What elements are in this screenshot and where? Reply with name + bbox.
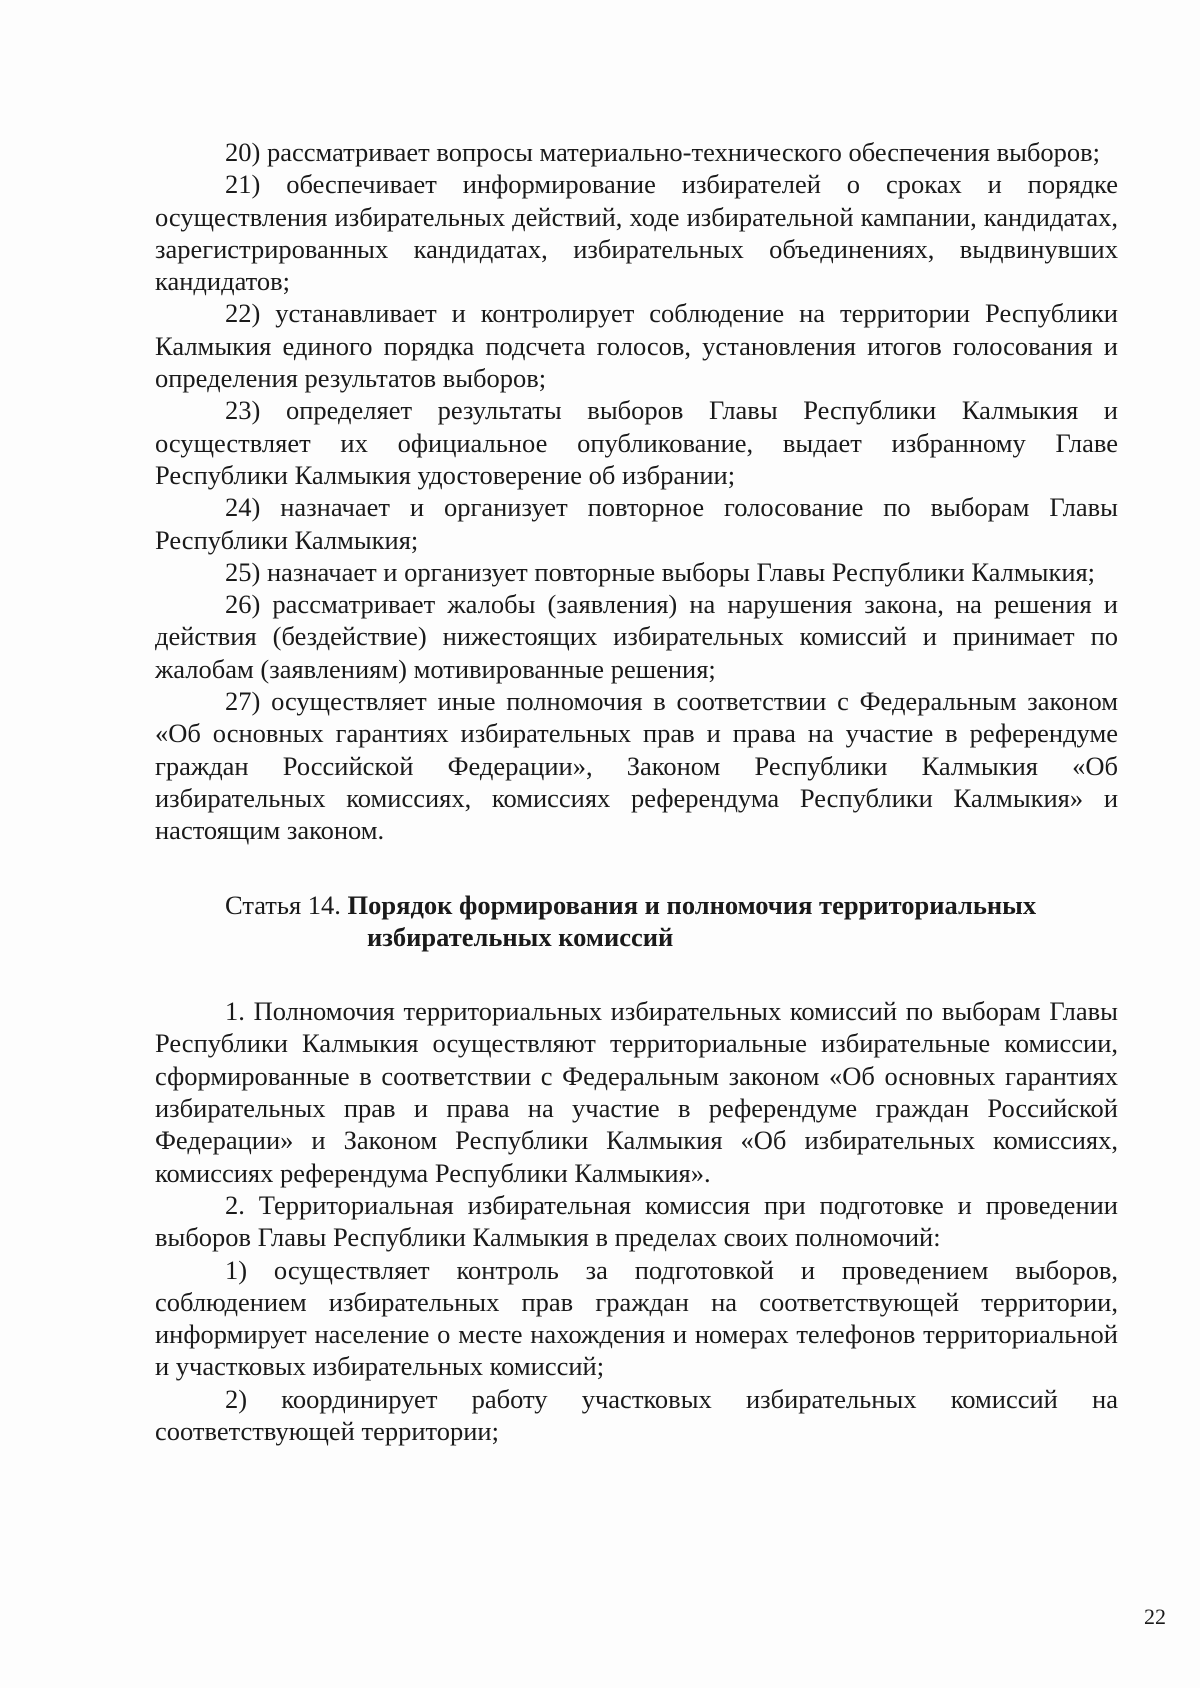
list-item-26: 26) рассматривает жалобы (заявления) на нарушения закона, на решения и действия (бездействие) нижестоящих избирательных комиссий и принимает по жалобам (заявлениям) мотивированные решения; [155, 589, 1118, 684]
clause-2: 2. Территориальная избирательная комиссия при подготовке и проведении выборов Главы Республики Калмыкия в пределах своих полномочий: [155, 1189, 1118, 1253]
article-heading [155, 889, 1118, 954]
document-body [155, 136, 1118, 1447]
article-title-line1: Порядок формирования и полномочия территориальных [347, 889, 1037, 920]
list-item-20: 20) рассматривает вопросы материально-технического обеспечения выборов; [225, 137, 1101, 167]
list-item-25: 25) назначает и организует повторные выборы Главы Республики Калмыкия; [225, 556, 1096, 587]
article-title-line2: избирательных комиссий [367, 921, 674, 952]
subclause-2: 2) координирует работу участковых избирательных комиссий на соответствующей территории; [155, 1383, 1118, 1446]
list-item-22: 22) устанавливает и контролирует соблюдение на территории Республики Калмыкия единого порядка подсчета голосов, установления итогов голосования и определения результатов выборов; [155, 298, 1118, 394]
subclause-1: 1) осуществляет контроль за подготовкой и проведением выборов, соблюдением избирательных прав граждан на соответствующей территории, информирует население о месте нахождения и номерах телефонов территориальной и участковых избирательных комиссий; [155, 1254, 1118, 1382]
list-item-24: 24) назначает и организует повторное голосование по выборам Главы Республики Калмыкия; [155, 492, 1118, 555]
list-item-23: 23) определяет результаты выборов Главы Республики Калмыкия и осуществляет их официальное опубликование, выдает избранному Главе Республики Калмыкия удостоверение об избрании; [155, 395, 1118, 490]
article-number: Статья 14. [225, 889, 341, 920]
clause-1: 1. Полномочия территориальных избирательных комиссий по выборам Главы Республики Калмыкия осуществляют территориальные избирательные комиссии, сформированные в соответствии с Федеральным законом «Об основных гарантиях избирательных прав и права на участие в референдуме граждан Российской Федерации» и Законом Республики Калмыкия «Об избирательных комиссиях, комиссиях референдума Республики Калмыкия». [155, 996, 1118, 1188]
list-item-27: 27) осуществляет иные полномочия в соответствии с Федеральным законом «Об основных гарантиях избирательных прав и права на участие в референдуме граждан Российской Федерации», Законом Республики Калмыкия «Об избирательных комиссиях, комиссиях референдума Республики Калмыкия» и настоящим законом. [155, 686, 1118, 846]
page-number: 22 [1144, 1604, 1166, 1629]
list-item-21: 21) обеспечивает информирование избирателей о сроках и порядке осуществления избирательных действий, ходе избирательной кампании, кандидатах, зарегистрированных кандидатах, избирательных объединениях, выдвинувших кандидатов; [155, 169, 1118, 297]
